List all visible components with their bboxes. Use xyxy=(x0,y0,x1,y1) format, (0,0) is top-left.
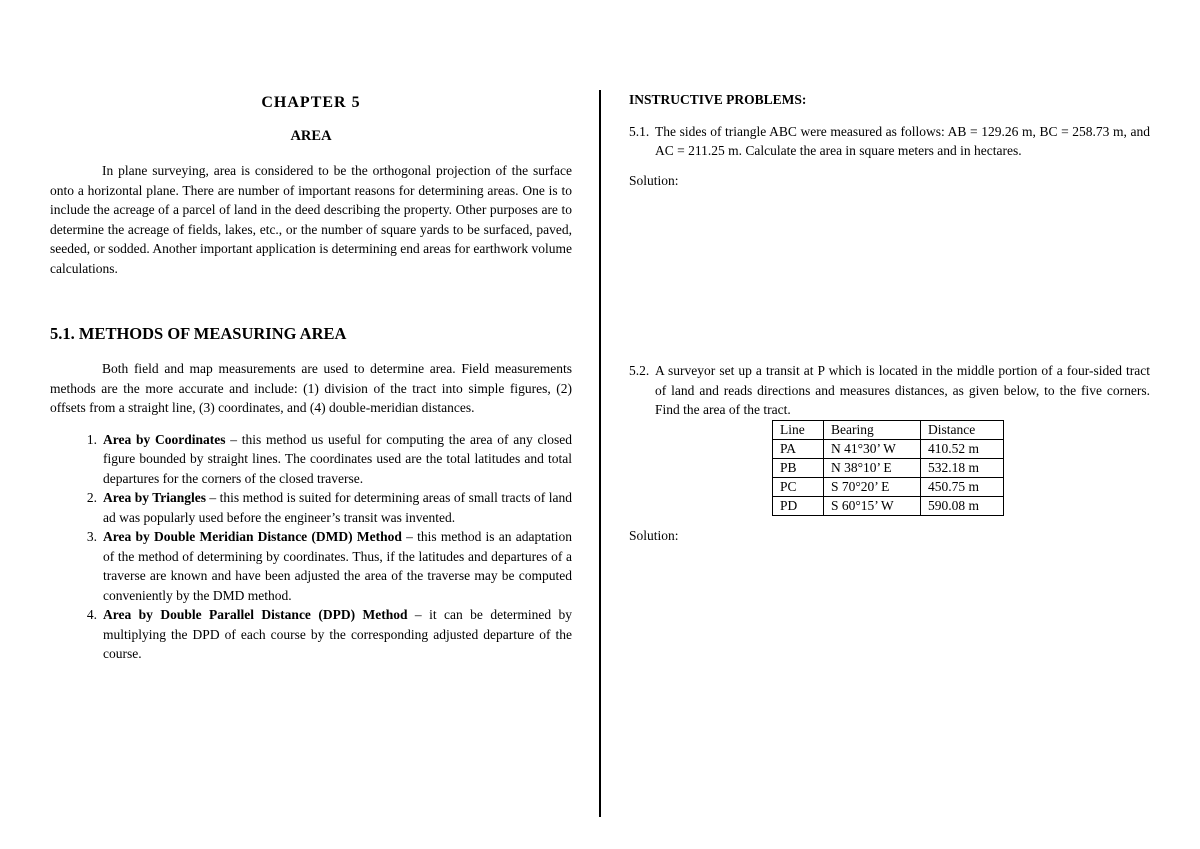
cell-distance: 450.75 m xyxy=(921,477,1004,496)
header-line: Line xyxy=(773,420,824,439)
cell-line: PC xyxy=(773,477,824,496)
intro-paragraph: In plane surveying, area is considered to be the orthogonal projection of the surface onto a horizontal plane. There are number of important reasons for determining areas. One is to include the acreage of a parcel of land in the deed describing the property. Other purposes are to determine the acreage of fields, lakes, etc., or the number of square yards to be surfaced, paved, seeded, or sodded. Another important application is determining end areas for earthwork volume calculations. xyxy=(50,163,572,276)
method-text: – this method is suited for determining areas of small tracts of land ad was popularly used before the engineer’s transit was invented. xyxy=(103,490,572,525)
cell-line: PA xyxy=(773,439,824,458)
problem-text: The sides of triangle ABC were measured as follows: AB = 129.26 m, BC = 258.73 m, and AC = 211.25 m. Calculate the area in square meters and in hectares. xyxy=(655,123,1150,158)
chapter-title: CHAPTER 5 xyxy=(261,94,361,111)
problems-heading: INSTRUCTIVE PROBLEMS: xyxy=(629,92,807,107)
table-row xyxy=(773,496,1004,515)
section-heading: 5.1. METHODS OF MEASURING AREA xyxy=(50,324,347,343)
cell-bearing: S 60°15’ W xyxy=(824,496,921,515)
method-item xyxy=(50,527,572,605)
cell-bearing: N 38°10’ E xyxy=(824,458,921,477)
cell-distance: 532.18 m xyxy=(921,458,1004,477)
chapter-subtitle: AREA xyxy=(290,128,332,144)
cell-distance: 410.52 m xyxy=(921,439,1004,458)
cell-line: PB xyxy=(773,458,824,477)
method-title: Area by Double Meridian Distance (DMD) Method xyxy=(103,529,402,544)
methods-list xyxy=(50,430,572,664)
problem-5-1 xyxy=(629,122,1150,161)
method-title: Area by Triangles xyxy=(103,490,206,505)
method-number: 3. xyxy=(86,529,97,544)
method-item xyxy=(50,605,572,664)
left-column xyxy=(50,90,572,664)
column-divider xyxy=(599,90,601,817)
table-row xyxy=(773,477,1004,496)
method-number: 1. xyxy=(86,431,97,447)
method-title: Area by Coordinates xyxy=(103,431,226,447)
bearing-table xyxy=(772,420,1004,516)
header-distance: Distance xyxy=(921,420,1004,439)
table-row xyxy=(773,439,1004,458)
method-item xyxy=(50,430,572,489)
problem-text: A surveyor set up a transit at P which is located in the middle portion of a four-sided tract of land and reads directions and measures distances, as given below, to the five corners. Find the area of the tract. xyxy=(655,363,1150,417)
method-text: – this method us useful for computing the area of any closed figure bounded by straight lines. The coordinates used are the total latitudes and total departures for the corners of the closed traverse. xyxy=(103,431,573,486)
method-number: 4. xyxy=(86,607,97,622)
table-row xyxy=(773,458,1004,477)
problem-number: 5.2. xyxy=(629,363,650,378)
cell-bearing: N 41°30’ W xyxy=(824,439,921,458)
methods-paragraph: Both field and map measurements are used to determine area. Field measurements methods are the more accurate and include: (1) division of the tract into simple figures, (2) offsets from a straight line, (3) coordinates, and (4) double-meridian distances. xyxy=(50,361,572,415)
cell-distance: 590.08 m xyxy=(921,496,1004,515)
problem-5-2 xyxy=(629,361,1150,420)
cell-bearing: S 70°20’ E xyxy=(824,477,921,496)
table-header-row xyxy=(773,420,1004,439)
method-text: – it can be determined by multiplying the DPD of each course by the corresponding adjusted departure of the course. xyxy=(103,607,572,661)
header-bearing: Bearing xyxy=(824,420,921,439)
problem-number: 5.1. xyxy=(629,123,650,139)
right-column xyxy=(629,90,1150,543)
method-number: 2. xyxy=(86,490,97,505)
solution-label: Solution: xyxy=(629,172,679,188)
bearing-table-wrapper xyxy=(629,420,1150,516)
solution-label: Solution: xyxy=(629,528,679,543)
cell-line: PD xyxy=(773,496,824,515)
method-item xyxy=(50,488,572,527)
method-title: Area by Double Parallel Distance (DPD) Method xyxy=(103,607,408,622)
method-text: – this method is an adaptation of the method of determining by coordinates. Thus, if the latitudes and departures of a traverse are known and have been adjusted the area of the traverse may be computed conveniently by the DMD method. xyxy=(103,529,572,603)
